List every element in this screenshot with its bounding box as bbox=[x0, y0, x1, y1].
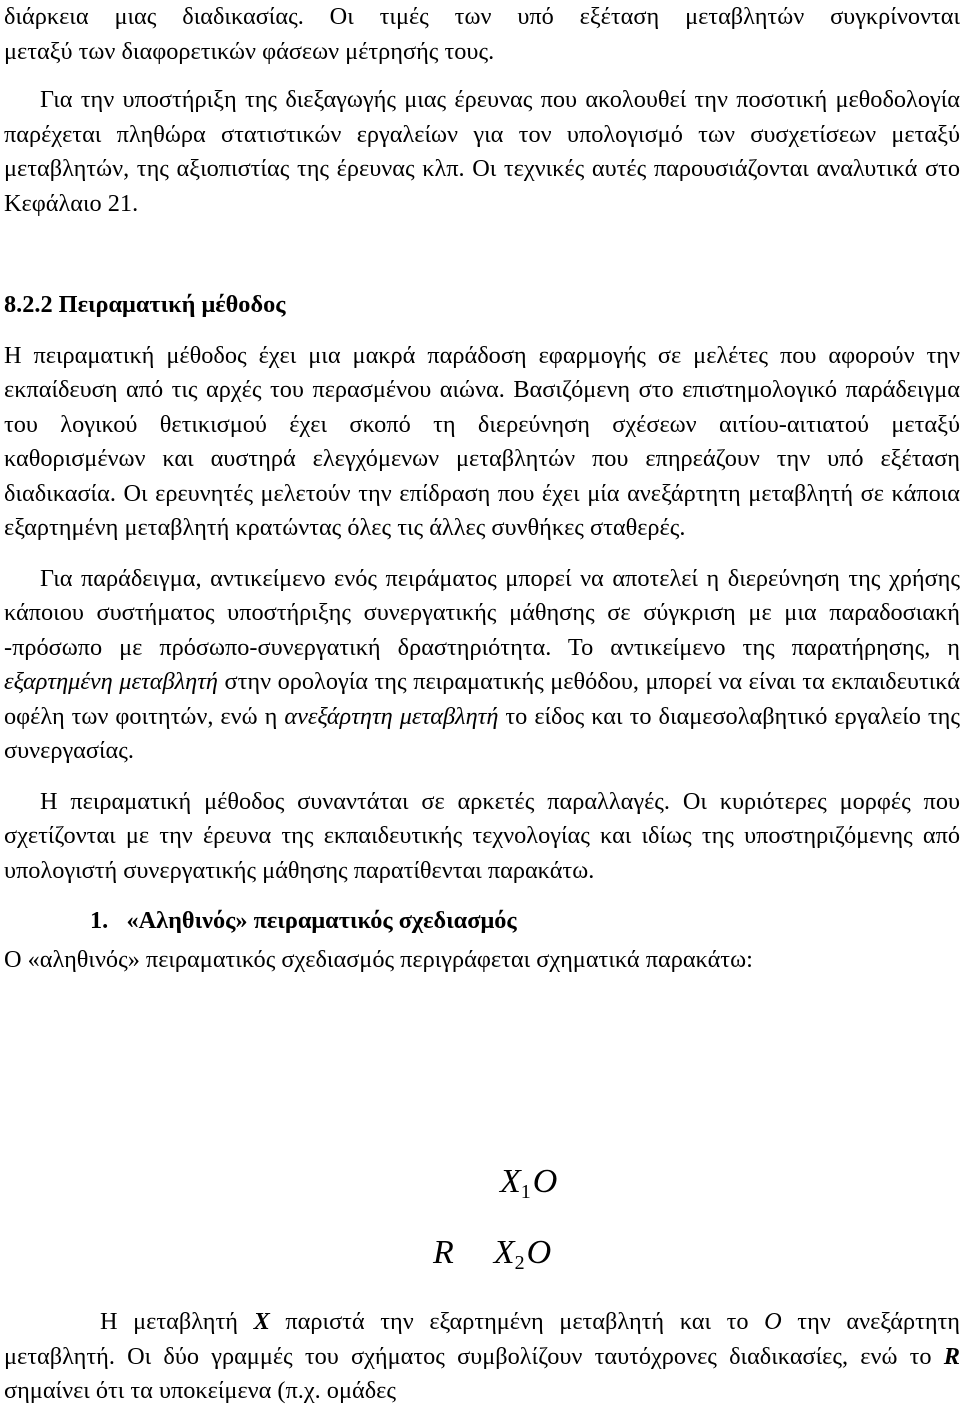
symbol-r: R bbox=[943, 1342, 960, 1370]
paragraph-experimental-method: Η πειραματική μέθοδος έχει μια μακρά παράδοση εφαρμογής σε μελέτες που αφορούν την εκπαίδευση από τις αρχές του περασμένου αιώνα. Βασιζόμενη στο επιστημολογικό παράδειγμα του λογικού θετικισμού έχει σκοπό τη διερεύνηση σχέσεων αιτίου-αιτιατού μεταξύ καθορισμένων και αυστηρά ελεγχόμενων μεταβλητών που επηρεάζουν την υπό εξέταση διαδικασία. Οι ερευνητές μελετούν την επίδραση που έχει μία ανεξάρτητη μεταβλητή σε κάποια εξαρτημένη μεταβλητή κρατώντας όλες τις άλλες συνθήκες σταθερές. bbox=[4, 341, 960, 541]
symbol-x: X bbox=[253, 1308, 270, 1335]
paragraph-statistical-tools: Για την υποστήριξη της διεξαγωγής μιας έρευνας που ακολουθεί την ποσοτική μεθοδολογία παρέχεται πληθώρα στατιστικών εργαλείων για τον υπολογισμό των συσχετίσεων μεταξύ μεταβλητών, της αξιοπιστίας της έρευνας κλπ. Οι τεχνικές αυτές παρουσιάζονται αναλυτικά στο Κεφάλαιο 21. bbox=[4, 86, 960, 217]
intro-paragraph bbox=[4, 0, 960, 35]
paragraph-variables-explanation: Η μεταβλητή X παριστά την εξαρτημένη μεταβλητή και το O την ανεξάρτητη μεταβλητή. Οι δύο γραμμές του σχήματος συμβολίζουν ταυτόχρονες διαδικασίες, ενώ το R σημαίνει ότι τα υποκείμενα (π.χ. ομάδες bbox=[4, 1308, 960, 1404]
subsection-title: «Αληθινός» πειραματικός σχεδιασμός bbox=[126, 907, 517, 934]
subsection-heading bbox=[90, 904, 960, 939]
term-independent-variable: ανεξάρτητη μεταβλητή bbox=[284, 702, 499, 730]
subsection-intro: Ο «αληθινός» πειραματικός σχεδιασμός περιγράφεται σχηματικά παρακάτω: bbox=[4, 945, 753, 973]
paragraph-variations: Η πειραματική μέθοδος συναντάται σε αρκετές παραλλαγές. Οι κυριότερες μορφές που σχετίζονται με την έρευνα της εκπαιδευτικής τεχνολογίας και ιδίως της υποστηριζόμενης από υπολογιστή συνεργατικής μάθησης παρατίθενται παρακάτω. bbox=[4, 787, 960, 884]
paragraph-example: Για παράδειγμα, αντικείμενο ενός πειράματος μπορεί να αποτελεί η διερεύνηση της χρήσης κάποιου συστήματος υποστήριξης συνεργατικής μάθησης σε σύγκριση με μια παραδοσιακή -πρόσωπο με πρόσωπο-συνεργατική δραστηριότητα. Το αντικείμενο της παρατήρησης, η εξαρτημένη μεταβλητή στην ορολογία της πειραματικής μεθόδου, μπορεί να είναι τα εκπαιδευτικά οφέλη των φοιτητών, ενώ η ανεξάρτητη μεταβλητή το είδος και το διαμεσολαβητικό εργαλείο της συνεργασίας. bbox=[4, 564, 960, 764]
subsection-number: 1. bbox=[90, 907, 109, 934]
section-heading: 8.2.2 Πειραματική μέθοδος bbox=[4, 291, 286, 318]
intro-line-1: διάρκεια μιας διαδικασίας. Οι τιμές των υπό εξέταση μεταβλητών συγκρίνονται bbox=[4, 3, 960, 30]
design-formula-row-1: $X_1O$ bbox=[500, 1163, 558, 1203]
intro-line-2: μεταξύ των διαφορετικών φάσεων μέτρησής τους. bbox=[4, 37, 495, 65]
term-dependent-variable: εξαρτημένη μεταβλητή bbox=[4, 668, 218, 695]
design-formula-row-2: R $X_2O$ bbox=[433, 1234, 552, 1274]
symbol-o: O bbox=[764, 1308, 782, 1335]
closing-block bbox=[0, 1305, 960, 1409]
